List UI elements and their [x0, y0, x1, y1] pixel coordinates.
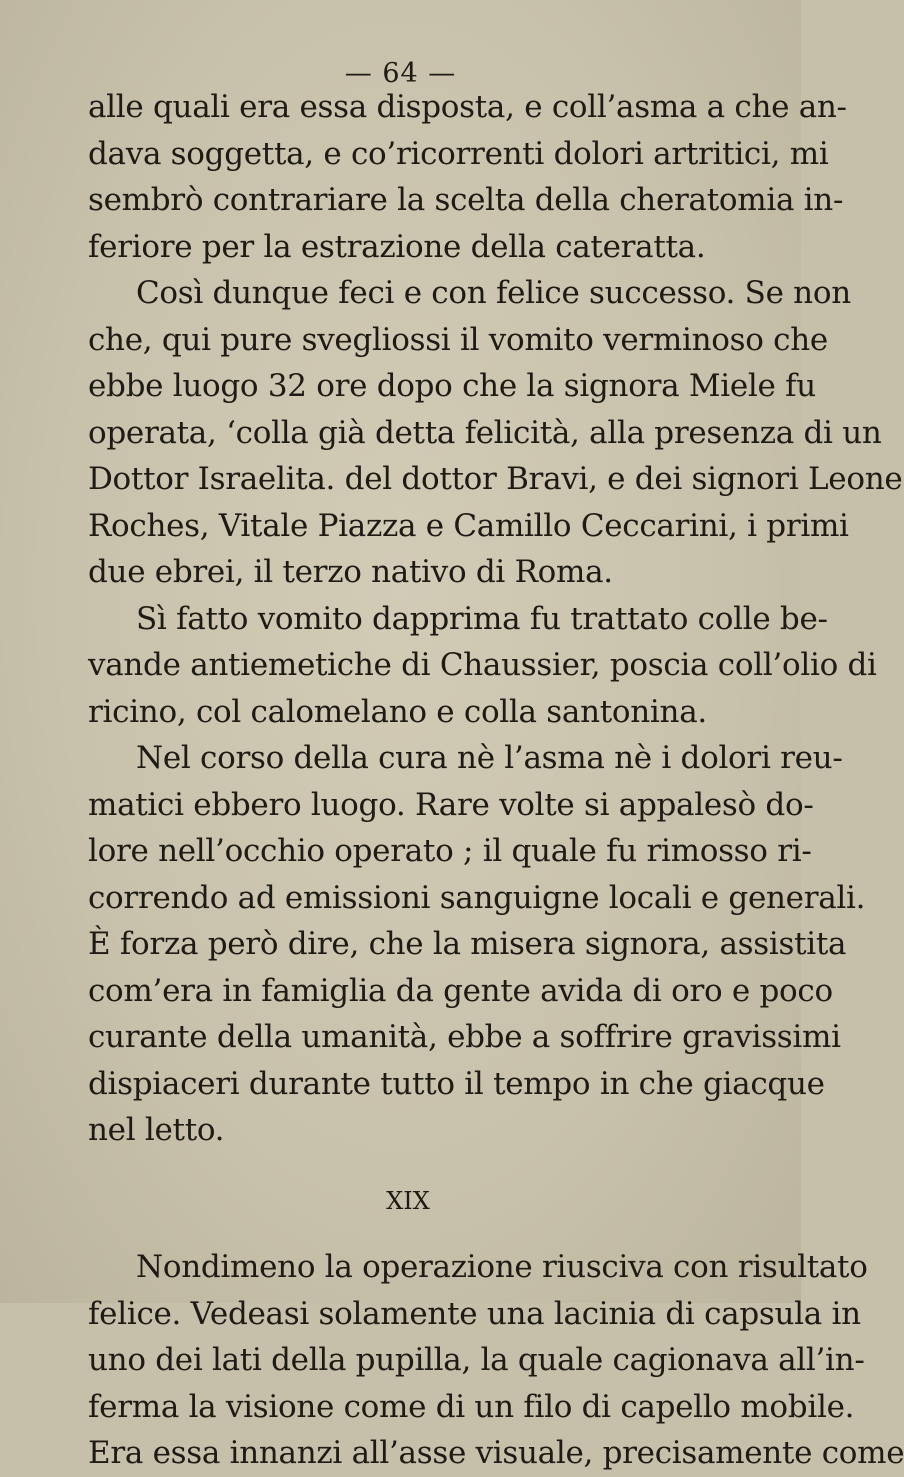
text-line: Dottor Israelita. del dottor Bravi, e dei signori Leone — [88, 461, 903, 497]
text-line: curante della umanità, ebbe a soffrire gravissimi — [88, 1019, 841, 1055]
text-line: alle quali era essa disposta, e coll’asma a che an- — [88, 89, 847, 125]
text-line: Roches, Vitale Piazza e Camillo Ceccarini, i primi — [88, 507, 849, 544]
text-line: ebbe luogo 32 ore dopo che la signora Miele fu — [88, 368, 816, 404]
text-line: matici ebbero luogo. Rare volte si appalesò do- — [88, 786, 814, 823]
text-line: dispiaceri durante tutto il tempo in che giacque — [88, 1065, 825, 1102]
text-line: ferma la visione come di un filo di capello mobile. — [88, 1388, 855, 1425]
section-heading: XIX — [386, 1186, 430, 1215]
page-text — [88, 84, 904, 1477]
text-line: che, qui pure svegliossi il vomito verminoso che — [88, 321, 828, 358]
text-line: vande antiemetiche di Chaussier, poscia coll’olio di — [88, 647, 877, 683]
text-line: due ebrei, il terzo nativo di Roma. — [88, 554, 613, 590]
text-line: operata, ‘colla già detta felicità, alla presenza di un — [88, 414, 882, 451]
text-line: lore nell’occhio operato ; il quale fu rimosso ri- — [88, 833, 812, 869]
text-line: Nondimeno la operazione riusciva con risultato — [136, 1249, 868, 1285]
text-line: nel letto. — [88, 1112, 225, 1148]
text-line: ricino, col calomelano e colla santonina. — [88, 693, 707, 730]
text-line: felice. Vedeasi solamente una lacinia di capsula in — [88, 1295, 861, 1332]
text-line: È forza però dire, che la misera signora, assistita — [88, 926, 847, 962]
text-line: uno dei lati della pupilla, la quale cagionava all’in- — [88, 1342, 865, 1378]
text-line: Era essa innanzi all’asse visuale, precisamente come — [88, 1435, 904, 1471]
page-number: — 64 — — [344, 58, 457, 89]
text-line: dava soggetta, e co’ricorrenti dolori artritici, mi — [88, 135, 829, 172]
text-line: Sì fatto vomito dapprima fu trattato colle be- — [136, 600, 828, 637]
text-line: Nel corso della cura nè l’asma nè i dolori reu- — [136, 740, 843, 776]
text-line: feriore per la estrazione della cateratta. — [88, 228, 706, 265]
text-line: sembrò contrariare la scelta della cheratomia in- — [88, 182, 844, 218]
text-line: Così dunque feci e con felice successo. Se non — [136, 275, 851, 311]
text-line: com’era in famiglia da gente avida di oro e poco — [88, 972, 833, 1009]
text-line: correndo ad emissioni sanguigne locali e generali. — [88, 879, 866, 916]
